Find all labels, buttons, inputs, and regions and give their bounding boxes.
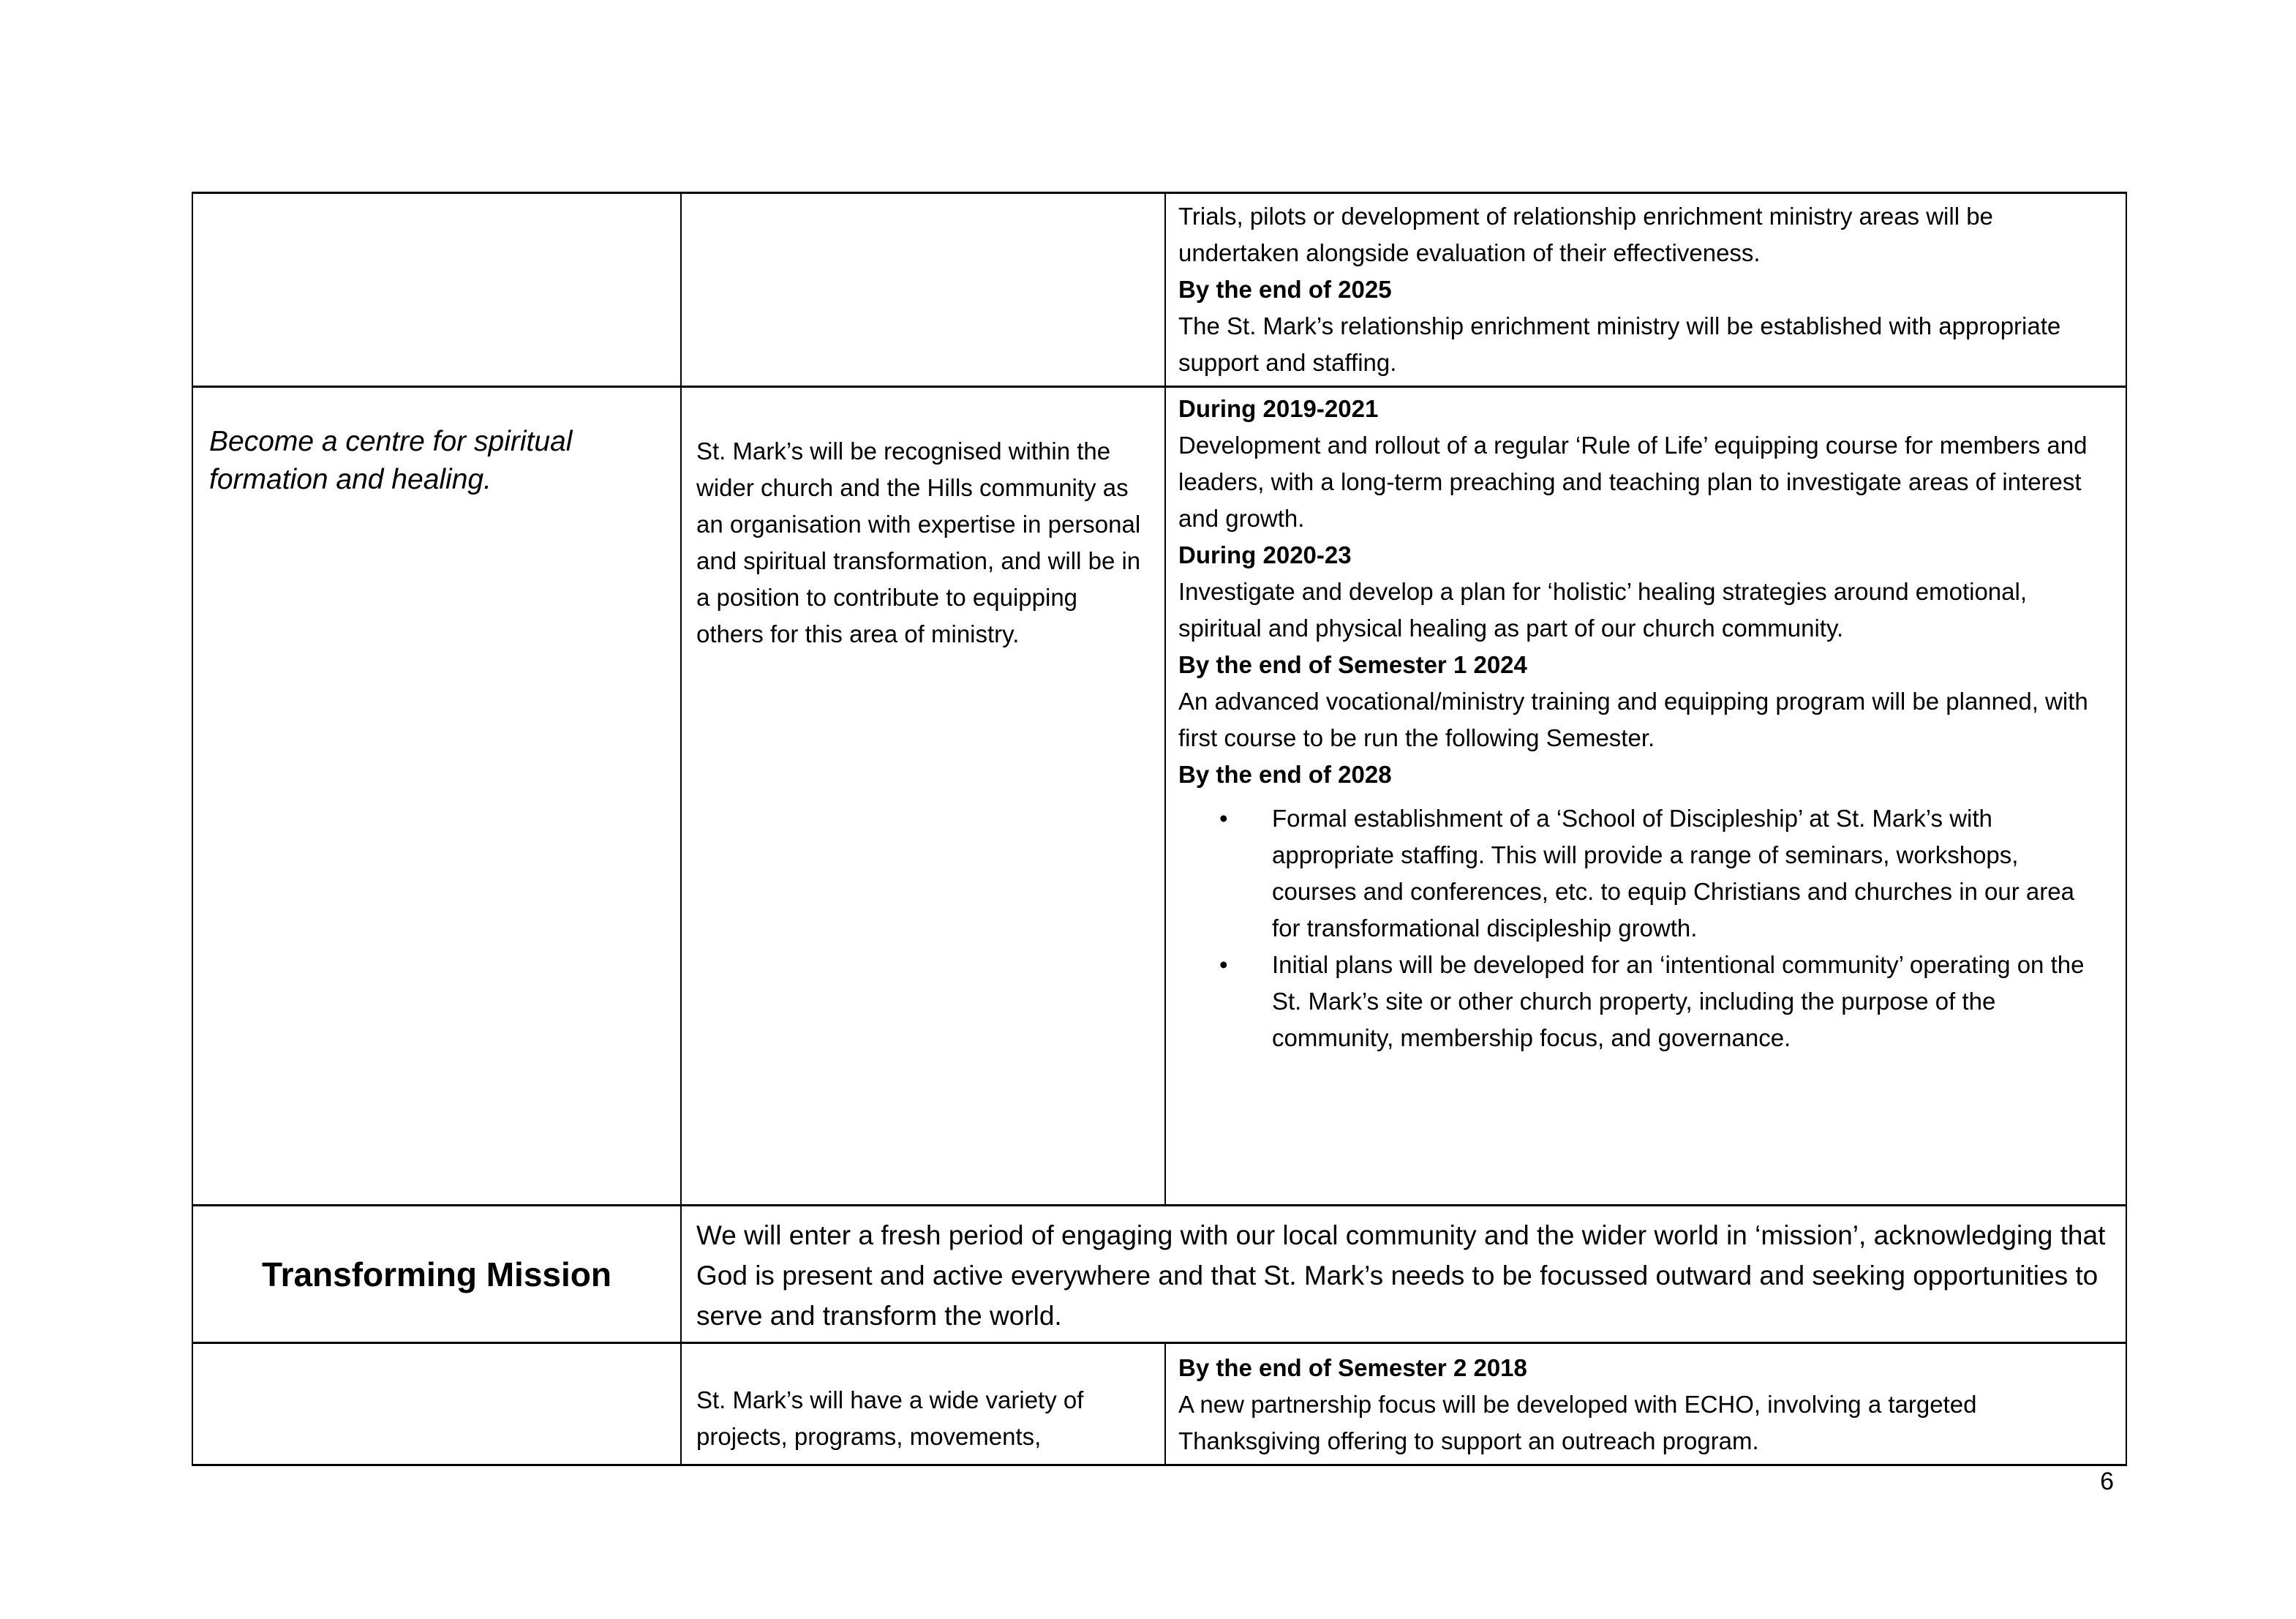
milestone-paragraph: The St. Mark’s relationship enrichment ministry will be established with appropriate support and staffing. — [1178, 312, 2061, 376]
milestone-paragraph: A new partnership focus will be developed with ECHO, involving a targeted Thanksgiving offering to support an outreach program. — [1178, 1391, 1977, 1454]
milestone-heading: By the end of 2028 — [1178, 761, 1392, 788]
goal-text: Become a centre for spiritual formation and healing. — [209, 426, 573, 495]
milestone-heading: By the end of Semester 1 2024 — [1178, 651, 1527, 678]
description-text: St. Mark’s will be recognised within the wider church and the Hills community as an organisation with expertise in personal and spiritual transformation, and will be in a position to contribute to equipping others for this area of ministry. — [696, 437, 1141, 647]
milestone-heading: During 2020-23 — [1178, 541, 1352, 568]
section-title-cell — [192, 1206, 681, 1343]
description-cell-empty — [681, 193, 1165, 387]
description-cell — [681, 387, 1165, 1206]
milestone-heading: By the end of Semester 2 2018 — [1178, 1354, 1527, 1381]
milestone-bullet-item: • Initial plans will be developed for an ‘intentional community’ operating on the St. Mark’s site or other church property, including the purpose of the community, membership focus, and governance. — [1178, 947, 2096, 1056]
milestone-paragraph: An advanced vocational/ministry training and equipping program will be planned, with first course to be run the following Semester. — [1178, 688, 2088, 751]
milestone-bullet-item: • Formal establishment of a ‘School of Discipleship’ at St. Mark’s with appropriate staffing. This will provide a range of seminars, workshops, courses and conferences, etc. to equip Christians and churches in our area for transformational discipleship growth. — [1178, 800, 2096, 947]
milestones-cell — [1165, 1343, 2126, 1465]
goal-cell-empty — [192, 1343, 681, 1465]
milestone-heading: During 2019-2021 — [1178, 395, 1379, 422]
goal-cell — [192, 387, 681, 1206]
table-row — [192, 1343, 2126, 1465]
section-title: Transforming Mission — [262, 1255, 611, 1293]
description-cell — [681, 1343, 1165, 1465]
table-row — [192, 193, 2126, 387]
strategic-plan-table — [192, 192, 2127, 1466]
milestones-cell — [1165, 387, 2126, 1206]
milestone-paragraph: Trials, pilots or development of relationship enrichment ministry areas will be undertaken alongside evaluation of their effectiveness. — [1178, 203, 1993, 266]
section-summary-text: We will enter a fresh period of engaging with our local community and the wider world in ‘mission’, acknowledging that God is present and active everywhere and that St. Mark’s needs to be focussed outward and seeking opportunities to serve and transform the world. — [696, 1220, 2106, 1331]
milestone-paragraph: Investigate and develop a plan for ‘holistic’ healing strategies around emotional, spiritual and physical healing as part of our church community. — [1178, 578, 2028, 642]
table-row — [192, 387, 2126, 1206]
milestones-cell — [1165, 193, 2126, 387]
page-number: 6 — [2100, 1468, 2114, 1495]
milestone-paragraph: Development and rollout of a regular ‘Rule of Life’ equipping course for members and leaders, with a long-term preaching and teaching plan to investigate areas of interest and growth. — [1178, 432, 2088, 532]
section-header-row — [192, 1206, 2126, 1343]
description-text: St. Mark’s will have a wide variety of projects, programs, movements, — [696, 1386, 1084, 1450]
section-summary-cell — [681, 1206, 2126, 1343]
milestone-heading: By the end of 2025 — [1178, 276, 1392, 303]
goal-cell-empty — [192, 193, 681, 387]
